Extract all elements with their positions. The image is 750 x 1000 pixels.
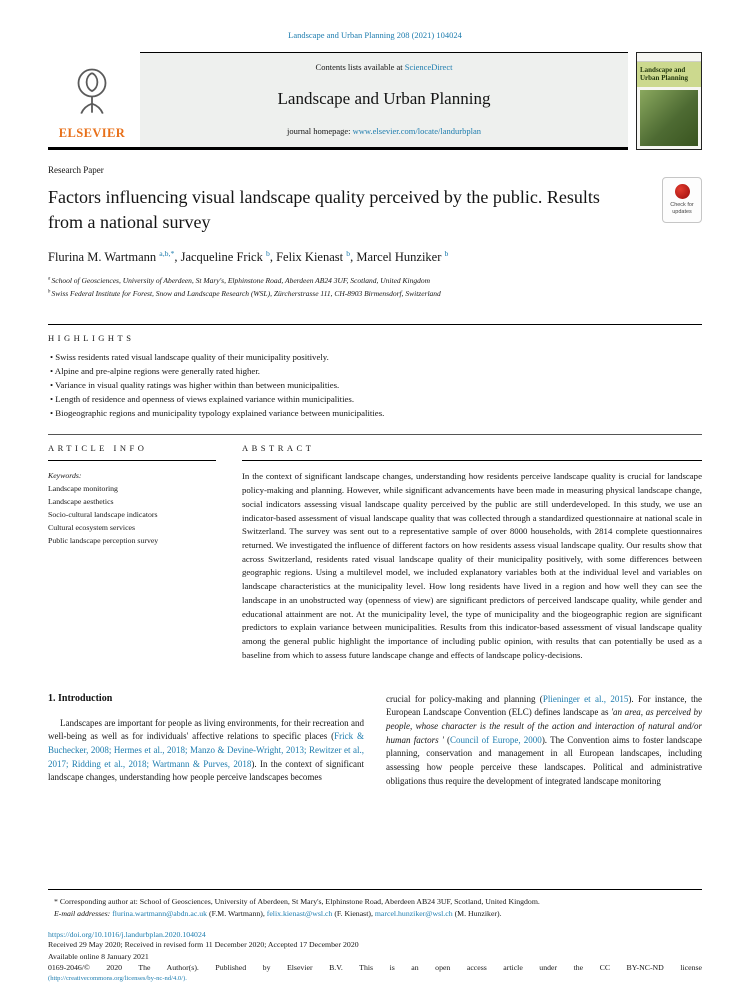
- inline-link[interactable]: b: [346, 249, 351, 259]
- inline-link[interactable]: flurina.wartmann@abdn.ac.uk: [112, 908, 208, 918]
- affiliation-a: $^a$ School of Geosciences, University of Aberdeen, St Mary's, Elphinstone Road, Aberdeen AB24 3UF, Scotland, United Kingdom: [48, 276, 431, 286]
- article-header: [48, 165, 702, 300]
- abstract-heading: ABSTRACT: [242, 443, 315, 454]
- cover-column: [628, 52, 702, 150]
- keywords-block: [48, 470, 216, 547]
- inline-link[interactable]: b: [265, 249, 270, 259]
- journal-homepage-line: journal homepage: www.elsevier.com/locate/landurbplan: [287, 126, 481, 136]
- page-footer: [48, 889, 702, 982]
- keyword: Socio-cultural landscape indicators: [48, 510, 158, 520]
- keyword: Landscape aesthetics: [48, 497, 114, 507]
- article-info-column: [48, 435, 216, 662]
- contents-list-line: Contents lists available at ScienceDirect: [315, 62, 453, 72]
- highlight-item: • Alpine and pre-alpine regions were generally rated higher.: [48, 364, 702, 378]
- highlight-item: • Variance in visual quality ratings was higher within than between municipalities.: [48, 378, 702, 392]
- abstract-text: In the context of significant landscape changes, understanding how residents perceive landscape quality is crucial for landscape policy-making and planning. However, while significant advancements have been made in measuring physical landscape change, social indicators assessing visual landscape quality perceived by the public are still underdeveloped. In this study, we use an indicator-based assessment of visual landscape quality that was collected through a standardized questionnaire at national scale in Switzerland. The survey was sent out to a representative sample of over 8000 households, with 2814 complete questionnaires returned. We investigated the influence of different factors on how residents assess visual landscape quality. Our results show that across Switzerland, residents rated visual landscape quality of their municipality positively, with some differences between geographic regions. Using a multilevel model, we included explanatory variables both at the individual level and variables on landscape characteristics at the municipality level. How long residents have lived in a region and how well they can see the landscape in an unobstructed way (openness of view) are significant predictors of perceived landscape quality, while gender and educational attainment are not. At the municipality level, the type of municipality and the biogeographic region are significant predictors to explain variance between municipalities. Results from this indicator-based assessment of visual landscape quality among the general public highlight the importance of including public opinion, with results that can potentially be used as a baseline from which to assess future landscape change and effects of landscape policy-decisions.: [242, 471, 702, 660]
- license-link[interactable]: (http://creativecommons.org/licenses/by-nc-nd/4.0/).: [48, 975, 187, 982]
- highlight-item: • Swiss residents rated visual landscape quality of their municipality positively.: [48, 350, 702, 364]
- journal-title: Landscape and Urban Planning: [277, 89, 491, 108]
- highlights-list: [48, 350, 702, 420]
- inline-link[interactable]: marcel.hunziker@wsl.ch: [374, 908, 453, 918]
- inline-link[interactable]: www.elsevier.com/locate/landurbplan: [352, 126, 481, 136]
- crossmark-icon: [675, 184, 690, 199]
- elsevier-logo-text: ELSEVIER: [58, 126, 126, 140]
- intro-paragraph-right: crucial for policy-making and planning (Plieninger et al., 2015). For instance, the European Landscape Convention (ELC) defines landscape as 'an area, as perceived by people, whose character is the result of the action and interaction of natural and/or human factors ' (Council of Europe, 2000). The Convention aims to foster landscape planning, conservation and management in all European landscapes, including assessing how people perceive these landscapes. Political and administrative obligations thus require the development of integrated landscape monitoring: [386, 693, 703, 786]
- email-addresses-line: E-mail addresses: flurina.wartmann@abdn.ac.uk (F.M. Wartmann), felix.kienast@wsl.ch (F. Kienast), marcel.hunziker@wsl.ch (M. Hunziker).: [54, 908, 502, 918]
- highlight-item: • Length of residence and openness of views explained variance within municipalities.: [48, 392, 702, 406]
- abstract-rule: [242, 460, 702, 461]
- introduction-section: [48, 693, 702, 789]
- masthead-center: [140, 52, 628, 147]
- inline-link[interactable]: felix.kienast@wsl.ch: [266, 908, 333, 918]
- keyword: Public landscape perception survey: [48, 535, 159, 545]
- elsevier-tree-icon: [65, 64, 119, 125]
- available-online-line: Available online 8 January 2021: [48, 951, 149, 961]
- article-type-label: Research Paper: [48, 165, 104, 175]
- introduction-heading: 1. Introduction: [48, 692, 113, 704]
- highlights-top-rule: [48, 324, 702, 325]
- intro-left-column: [48, 693, 364, 789]
- inline-link[interactable]: Frick & Buchecker, 2008; Hermes et al., 2018; Manzo & Devine-Wright, 2013; Rewitzer et al., 2017; Ridding et al., 2018; Wartmann & Purves, 2018: [48, 731, 364, 769]
- received-dates-line: Received 29 May 2020; Received in revised form 11 December 2020; Accepted 17 December 2020: [48, 939, 359, 949]
- elsevier-logo: [48, 52, 140, 147]
- inline-link[interactable]: b: [444, 249, 449, 259]
- masthead-left: [48, 52, 628, 150]
- keywords-label: Keywords:: [48, 471, 82, 481]
- article-info-rule: [48, 460, 216, 461]
- info-abstract-section: [48, 434, 702, 662]
- keyword: Cultural ecosystem services: [48, 522, 136, 532]
- inline-link[interactable]: Plieninger et al., 2015: [542, 693, 629, 704]
- article-info-heading: ARTICLE INFO: [48, 443, 148, 454]
- intro-paragraph-left: Landscapes are important for people as living environments, for their recreation and well-being as well as for individuals' affective relations to specific places (Frick & Buchecker, 2008; Hermes et al., 2018; Manzo & Devine-Wright, 2013; Rewitzer et al., 2017; Ridding et al., 2018; Wartmann & Purves, 2018). In the context of significant landscape changes, understanding how people perceive landscapes becomes: [48, 717, 365, 783]
- journal-reference-link[interactable]: Landscape and Urban Planning 208 (2021) 104024: [288, 30, 462, 40]
- inline-link[interactable]: a,b,*: [159, 249, 175, 259]
- journal-cover-thumbnail: [636, 52, 702, 150]
- copyright-line: 0169-2046/© 2020 The Author(s). Published by Elsevier B.V. This is an open access article under the CC BY-NC-ND license: [48, 963, 702, 973]
- check-for-updates-badge[interactable]: [662, 177, 702, 223]
- intro-right-column: [386, 693, 702, 789]
- cover-top-strip: [637, 53, 701, 62]
- paper-title: Factors influencing visual landscape quality perceived by the public. Results from a national survey: [48, 187, 600, 233]
- corresponding-author-note: * Corresponding author at: School of Geosciences, University of Aberdeen, St Mary's, Elphinstone Road, Aberdeen AB24 3UF, Scotland, United Kingdom.: [54, 896, 540, 906]
- highlight-item: • Biogeographic regions and municipality typology explained variance between municipalities.: [48, 406, 702, 420]
- doi-link[interactable]: https://doi.org/10.1016/j.landurbplan.2020.104024: [48, 929, 206, 939]
- footnote-rule: [48, 889, 702, 890]
- journal-masthead: [48, 52, 702, 150]
- inline-link[interactable]: ScienceDirect: [404, 62, 453, 72]
- highlights-heading: HIGHLIGHTS: [48, 333, 135, 344]
- keyword: Landscape monitoring: [48, 484, 118, 494]
- affiliation-b: $^b$ Swiss Federal Institute for Forest, Snow and Landscape Research (WSL), Zürcherstrasse 111, CH-8903 Birmensdorf, Switzerland: [48, 288, 441, 298]
- inline-link[interactable]: Council of Europe, 2000: [450, 734, 542, 745]
- affiliations: [48, 275, 702, 300]
- cover-title: Landscape and Urban Planning: [637, 62, 701, 87]
- cover-image: [640, 90, 698, 146]
- authors-line: Flurina M. Wartmann $^{a,b,*}$, Jacqueline Frick $^b$, Felix Kienast $^b$, Marcel Hunziker $^b$: [48, 249, 449, 265]
- badge-label: Check for updates: [670, 202, 694, 215]
- abstract-column: [242, 435, 702, 662]
